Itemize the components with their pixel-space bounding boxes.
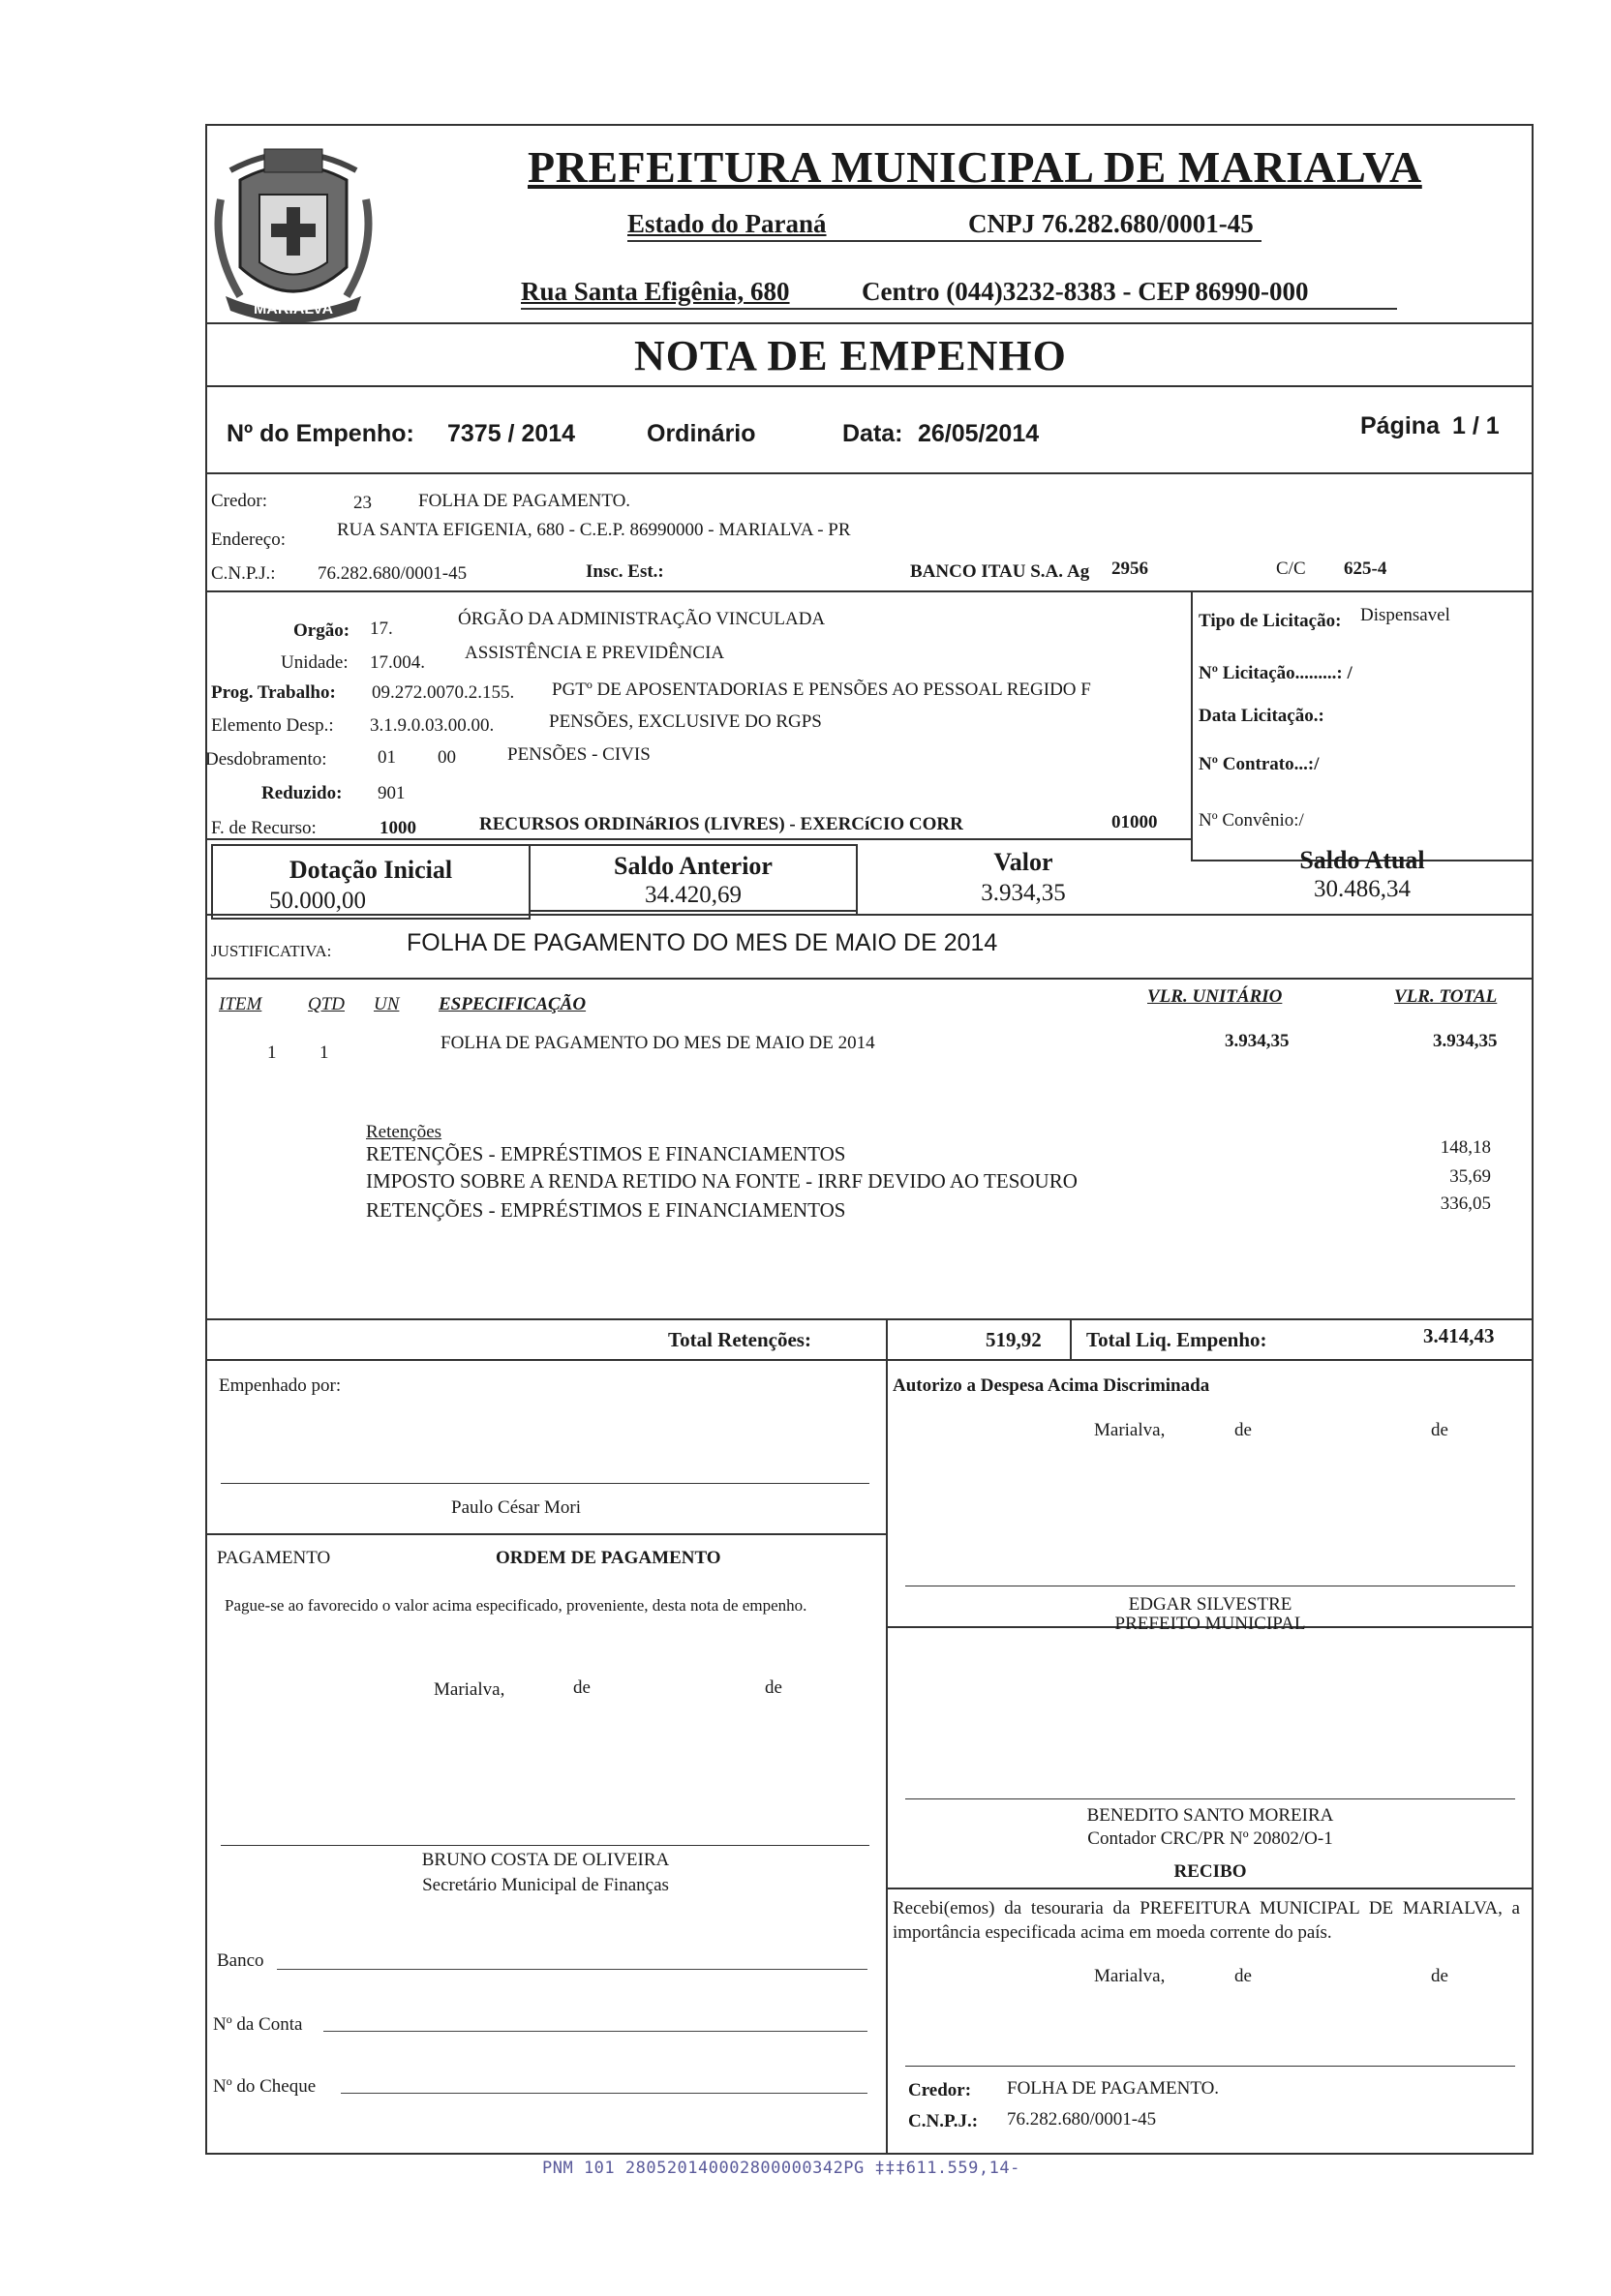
recibo-cnpj-label: C.N.P.J.: [908,2111,979,2131]
page-number: 1 / 1 [1452,412,1500,439]
credor-address: RUA SANTA EFIGENIA, 680 - C.E.P. 86990000 - MARIALVA - PR [337,520,851,540]
empenho-number-label: Nº do Empenho: [227,420,414,447]
item-unit-value: 3.934,35 [1225,1031,1290,1051]
retencao-desc-2: IMPOSTO SOBRE A RENDA RETIDO NA FONTE - IRRF DEVIDO AO TESOURO [366,1169,1078,1193]
dotacao-inicial-label: Dotação Inicial [289,856,453,884]
state-name: Estado do Paraná [627,209,827,238]
pagamento-marialva: Marialva, [434,1679,505,1700]
credor-code: 23 [353,493,372,513]
valor-label: Valor [993,848,1053,876]
desdobramento-label: Desdobramento: [205,749,327,770]
secretario-name: BRUNO COSTA DE OLIVEIRA [421,1850,670,1870]
pagamento-label: PAGAMENTO [217,1548,331,1568]
autorizo-de-1: de [1234,1420,1252,1440]
pagamento-de-1: de [573,1677,591,1698]
desdobramento-name: PENSÕES - CIVIS [507,744,651,765]
contador-name: BENEDITO SANTO MOREIRA [1086,1805,1334,1826]
total-retencoes-value: 519,92 [986,1328,1042,1351]
elemento-name: PENSÕES, EXCLUSIVE DO RGPS [549,711,822,732]
total-retencoes-label: Total Retenções: [668,1328,811,1351]
elemento-code: 3.1.9.0.03.00.00. [370,715,495,736]
col-vlr-total: VLR. TOTAL [1394,986,1498,1007]
reduzido-value: 901 [378,783,406,803]
account-label: C/C [1276,559,1306,579]
document-title: NOTA DE EMPENHO [634,332,1067,379]
saldo-atual-label: Saldo Atual [1299,846,1425,874]
elemento-label: Elemento Desp.: [211,715,334,736]
prefeito-title: PREFEITO MUNICIPAL [1114,1614,1306,1634]
saldo-anterior-value: 34.420,69 [645,882,742,908]
empenhado-name: Paulo César Mori [451,1497,582,1518]
recibo-text: Recebi(emos) da tesouraria da PREFEITURA MUNICIPAL DE MARIALVA, a importância especificada acima em moeda corrente do país. [893,1898,1520,1943]
agency-number: 2956 [1111,559,1148,579]
autorizo-marialva: Marialva, [1094,1420,1166,1440]
retencao-value-1: 148,18 [1440,1137,1491,1158]
item-qty: 1 [319,1042,329,1063]
prog-code: 09.272.0070.2.155. [372,682,515,703]
prog-name: PGTº DE APOSENTADORIAS E PENSÕES AO PESSOAL REGIDO F [552,680,1091,700]
reduzido-label: Reduzido: [261,783,343,803]
banco-label: Banco [217,1950,264,1971]
recibo-de-2: de [1431,1966,1448,1986]
empenho-number: 7375 / 2014 [447,420,576,447]
col-vlr-unitario: VLR. UNITÁRIO [1147,986,1283,1007]
insc-est-label: Insc. Est.: [586,561,664,582]
empenho-date-label: Data: [842,420,903,447]
dotacao-inicial-value: 50.000,00 [269,888,366,914]
col-qtd: QTD [308,994,346,1014]
justificativa-label: JUSTIFICATIVA: [211,942,332,960]
desdobramento-a: 01 [378,747,396,768]
retencoes-title: Retenções [366,1122,442,1142]
header-contact: Centro (044)3232-8383 - CEP 86990-000 [862,277,1309,306]
account-number: 625-4 [1344,559,1387,579]
contador-title: Contador CRC/PR Nº 20802/O-1 [1087,1828,1333,1849]
page-title: PREFEITURA MUNICIPAL DE MARIALVA [528,142,1422,192]
licitacao-date: Data Licitação.: [1199,706,1324,726]
licitacao-type-label: Tipo de Licitação: [1199,611,1342,631]
col-un: UN [374,994,400,1014]
header-cnpj: CNPJ 76.282.680/0001-45 [968,209,1254,238]
orgao-code: 17. [370,619,393,639]
cheque-label: Nº do Cheque [213,2076,317,2097]
recibo-credor-label: Credor: [908,2080,972,2100]
conta-label: Nº da Conta [213,2014,303,2035]
credor-cnpj: 76.282.680/0001-45 [318,563,468,584]
recibo-title: RECIBO [1173,1861,1247,1882]
retencao-desc-3: RETENÇÕES - EMPRÉSTIMOS E FINANCIAMENTOS [366,1198,846,1222]
item-number: 1 [267,1042,277,1063]
valor-value: 3.934,35 [981,880,1066,906]
total-liquido-value: 3.414,43 [1423,1324,1495,1347]
header-address: Rua Santa Efigênia, 680 [521,277,790,306]
retencao-value-2: 35,69 [1449,1166,1491,1187]
col-especificacao: ESPECIFICAÇÃO [439,994,587,1014]
orgao-name: ÓRGÃO DA ADMINISTRAÇÃO VINCULADA [458,609,826,629]
ordem-pagamento-label: ORDEM DE PAGAMENTO [496,1548,721,1568]
retencao-value-3: 336,05 [1440,1193,1491,1214]
saldo-atual-value: 30.486,34 [1314,876,1411,902]
credor-label: Credor: [211,491,268,511]
licitacao-number: Nº Licitação.........: / [1199,663,1353,683]
saldo-anterior-label: Saldo Anterior [614,852,773,880]
agency-label: Ag [1067,561,1090,582]
recurso-code: 1000 [380,818,416,838]
pagamento-de-2: de [765,1677,782,1698]
unidade-label: Unidade: [281,652,349,673]
item-description: FOLHA DE PAGAMENTO DO MES DE MAIO DE 2014 [441,1033,875,1053]
autorizo-text: Autorizo a Despesa Acima Discriminada [893,1375,1210,1396]
credor-name: FOLHA DE PAGAMENTO. [418,491,631,511]
footer-code: PNM 101 280520140002800000342PG ‡‡‡611.559,14- [542,2159,1020,2178]
unidade-name: ASSISTÊNCIA E PREVIDÊNCIA [465,643,725,663]
col-item: ITEM [219,994,262,1014]
item-total-value: 3.934,35 [1433,1031,1498,1051]
empenhado-label: Empenhado por: [219,1375,342,1396]
autorizo-de-2: de [1431,1420,1448,1440]
page-label: Página [1360,412,1440,439]
convenio-number: Nº Convênio:/ [1199,810,1304,831]
unidade-code: 17.004. [370,652,425,673]
prog-label: Prog. Trabalho: [211,682,336,703]
recurso-label: F. de Recurso: [211,818,317,838]
empenho-type: Ordinário [647,420,756,447]
desdobramento-b: 00 [438,747,456,768]
contract-number: Nº Contrato...:/ [1199,754,1320,774]
justificativa-text: FOLHA DE PAGAMENTO DO MES DE MAIO DE 2014 [407,929,998,956]
endereco-label: Endereço: [211,529,287,550]
recurso-number: 01000 [1111,812,1158,832]
total-liquido-label: Total Liq. Empenho: [1086,1328,1267,1351]
recibo-credor: FOLHA DE PAGAMENTO. [1007,2078,1220,2099]
recibo-marialva: Marialva, [1094,1966,1166,1986]
recurso-name: RECURSOS ORDINáRIOS (LIVRES) - EXERCíCIO CORR [479,814,963,834]
retencao-desc-1: RETENÇÕES - EMPRÉSTIMOS E FINANCIAMENTOS [366,1142,846,1165]
orgao-label: Orgão: [293,620,350,641]
svg-text:MARIALVA: MARIALVA [253,301,334,317]
licitacao-type: Dispensavel [1360,605,1450,625]
pague-se-text: Pague-se ao favorecido o valor acima especificado, proveniente, desta nota de empenho. [225,1596,807,1615]
empenho-date: 26/05/2014 [918,420,1040,447]
credor-cnpj-label: C.N.P.J.: [211,563,276,584]
bank-name: BANCO ITAU S.A. [910,561,1064,582]
secretario-title: Secretário Municipal de Finanças [422,1875,669,1895]
coat-of-arms-icon [211,141,376,335]
recibo-cnpj: 76.282.680/0001-45 [1007,2109,1157,2130]
recibo-de-1: de [1234,1966,1252,1986]
prefeito-name: EDGAR SILVESTRE [1128,1594,1292,1615]
